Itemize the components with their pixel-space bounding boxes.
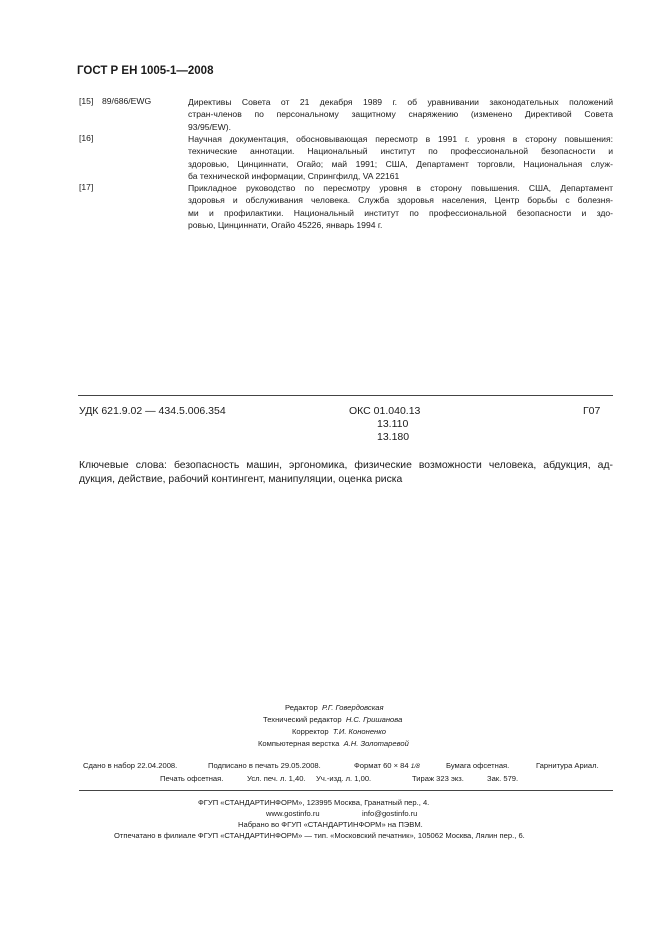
reference-line: Научная документация, обосновывающая пересмотр в 1991 г. уровня в сторону повышения: [188,134,613,144]
reference-text [188,96,613,133]
credit-role: Технический редактор [263,715,342,724]
reference-line: здоровья и обслуживания человека. Служба здоровья населения, Центр борьбы с болезня- [188,195,613,206]
pub-print: Печать офсетная. [160,774,224,783]
reference-line: Прикладное руководство по пересмотру уровня в сторону повышения. США, Департамент [188,183,613,193]
reference-line: 93/95/EW). [188,121,231,132]
section-divider [78,395,613,396]
pub-font: Гарнитура Ариал. [536,761,599,770]
credit-editor [285,703,384,712]
credit-role: Компьютерная верстка [258,739,340,748]
oks-code-3: 13.180 [377,431,410,443]
footer-divider [79,790,613,791]
publisher-email[interactable]: info@gostinfo.ru [362,809,418,818]
reference-code: 89/686/EWG [102,96,152,106]
credit-role: Корректор [292,727,329,736]
credit-role: Редактор [285,703,318,712]
oks-code-2: 13.110 [377,418,409,430]
udk-code: УДК 621.9.02 — 434.5.006.354 [79,405,226,417]
keywords [79,459,613,487]
credit-corrector [292,727,386,736]
keywords-line: дукция, действие, рабочий контингент, манипуляции, оценка риска [79,474,403,485]
credit-person: Р.Г. Говердовская [321,703,384,712]
reference-text [188,133,613,182]
reference-number: [16] [79,133,94,143]
reference-line: технические аннотации. Национальный институт по профессиональной безопасности и [188,146,613,157]
publisher-address: ФГУП «СТАНДАРТИНФОРМ», 123995 Москва, Гранатный пер., 4. [198,798,430,807]
pub-format-text: Формат 60 × 84 [354,761,409,770]
reference-number: [17] [79,182,94,192]
reference-text [188,182,613,231]
reference-line: здоровью, Цинциннати, Огайо; май 1991; США, Департамент торговли, Национальная служ- [188,158,613,169]
credit-person: Н.С. Гришанова [345,715,403,724]
typeset-note: Набрано во ФГУП «СТАНДАРТИНФОРМ» на ПЭВМ. [238,820,423,829]
reference-number: [15] [79,96,94,106]
reference-line: ба технической информации, Спрингфилд, VA 22161 [188,170,400,181]
pub-paper: Бумага офсетная. [446,761,510,770]
keywords-line: Ключевые слова: безопасность машин, эргономика, физические возможности человека, абдукция, ад- [79,460,613,471]
publisher-website[interactable]: www.gostinfo.ru [266,809,320,818]
pub-usl: Усл. печ. л. 1,40. [247,774,306,783]
pub-format [354,761,420,770]
pub-tirazh: Тираж 323 экз. [412,774,464,783]
credit-person: А.Н. Золотаревой [343,739,409,748]
pub-zak: Зак. 579. [487,774,519,783]
pub-signed: Подписано в печать 29.05.2008. [208,761,321,770]
credit-person: Т.И. Кононенко [332,727,387,736]
credit-layout [258,739,409,748]
document-header: ГОСТ Р ЕН 1005-1—2008 [77,65,214,77]
group-code: Г07 [583,405,601,417]
pub-sent: Сдано в набор 22.04.2008. [83,761,178,770]
reference-line: ровью, Цинциннати, Огайо 45226, январь 1994 г. [188,219,383,230]
oks-code-1: ОКС 01.040.13 [349,405,421,417]
printed-note: Отпечатано в филиале ФГУП «СТАНДАРТИНФОРМ» — тип. «Московский печатник», 105062 Москва, Лялин пер., 6. [114,831,525,840]
pub-uch: Уч.-изд. л. 1,00. [316,774,372,783]
reference-line: Директивы Совета от 21 декабря 1989 г. об уравнивании законодательных положений [188,97,613,107]
pub-format-fraction: 1/8 [410,763,420,770]
reference-line: стран-членов по персональному защитному снаряжению (изменено Директивой Совета [188,109,613,120]
credit-tech-editor [263,715,402,724]
reference-line: ми и профилактики. Национальный институт по профессиональной безопасности и здо- [188,207,613,218]
